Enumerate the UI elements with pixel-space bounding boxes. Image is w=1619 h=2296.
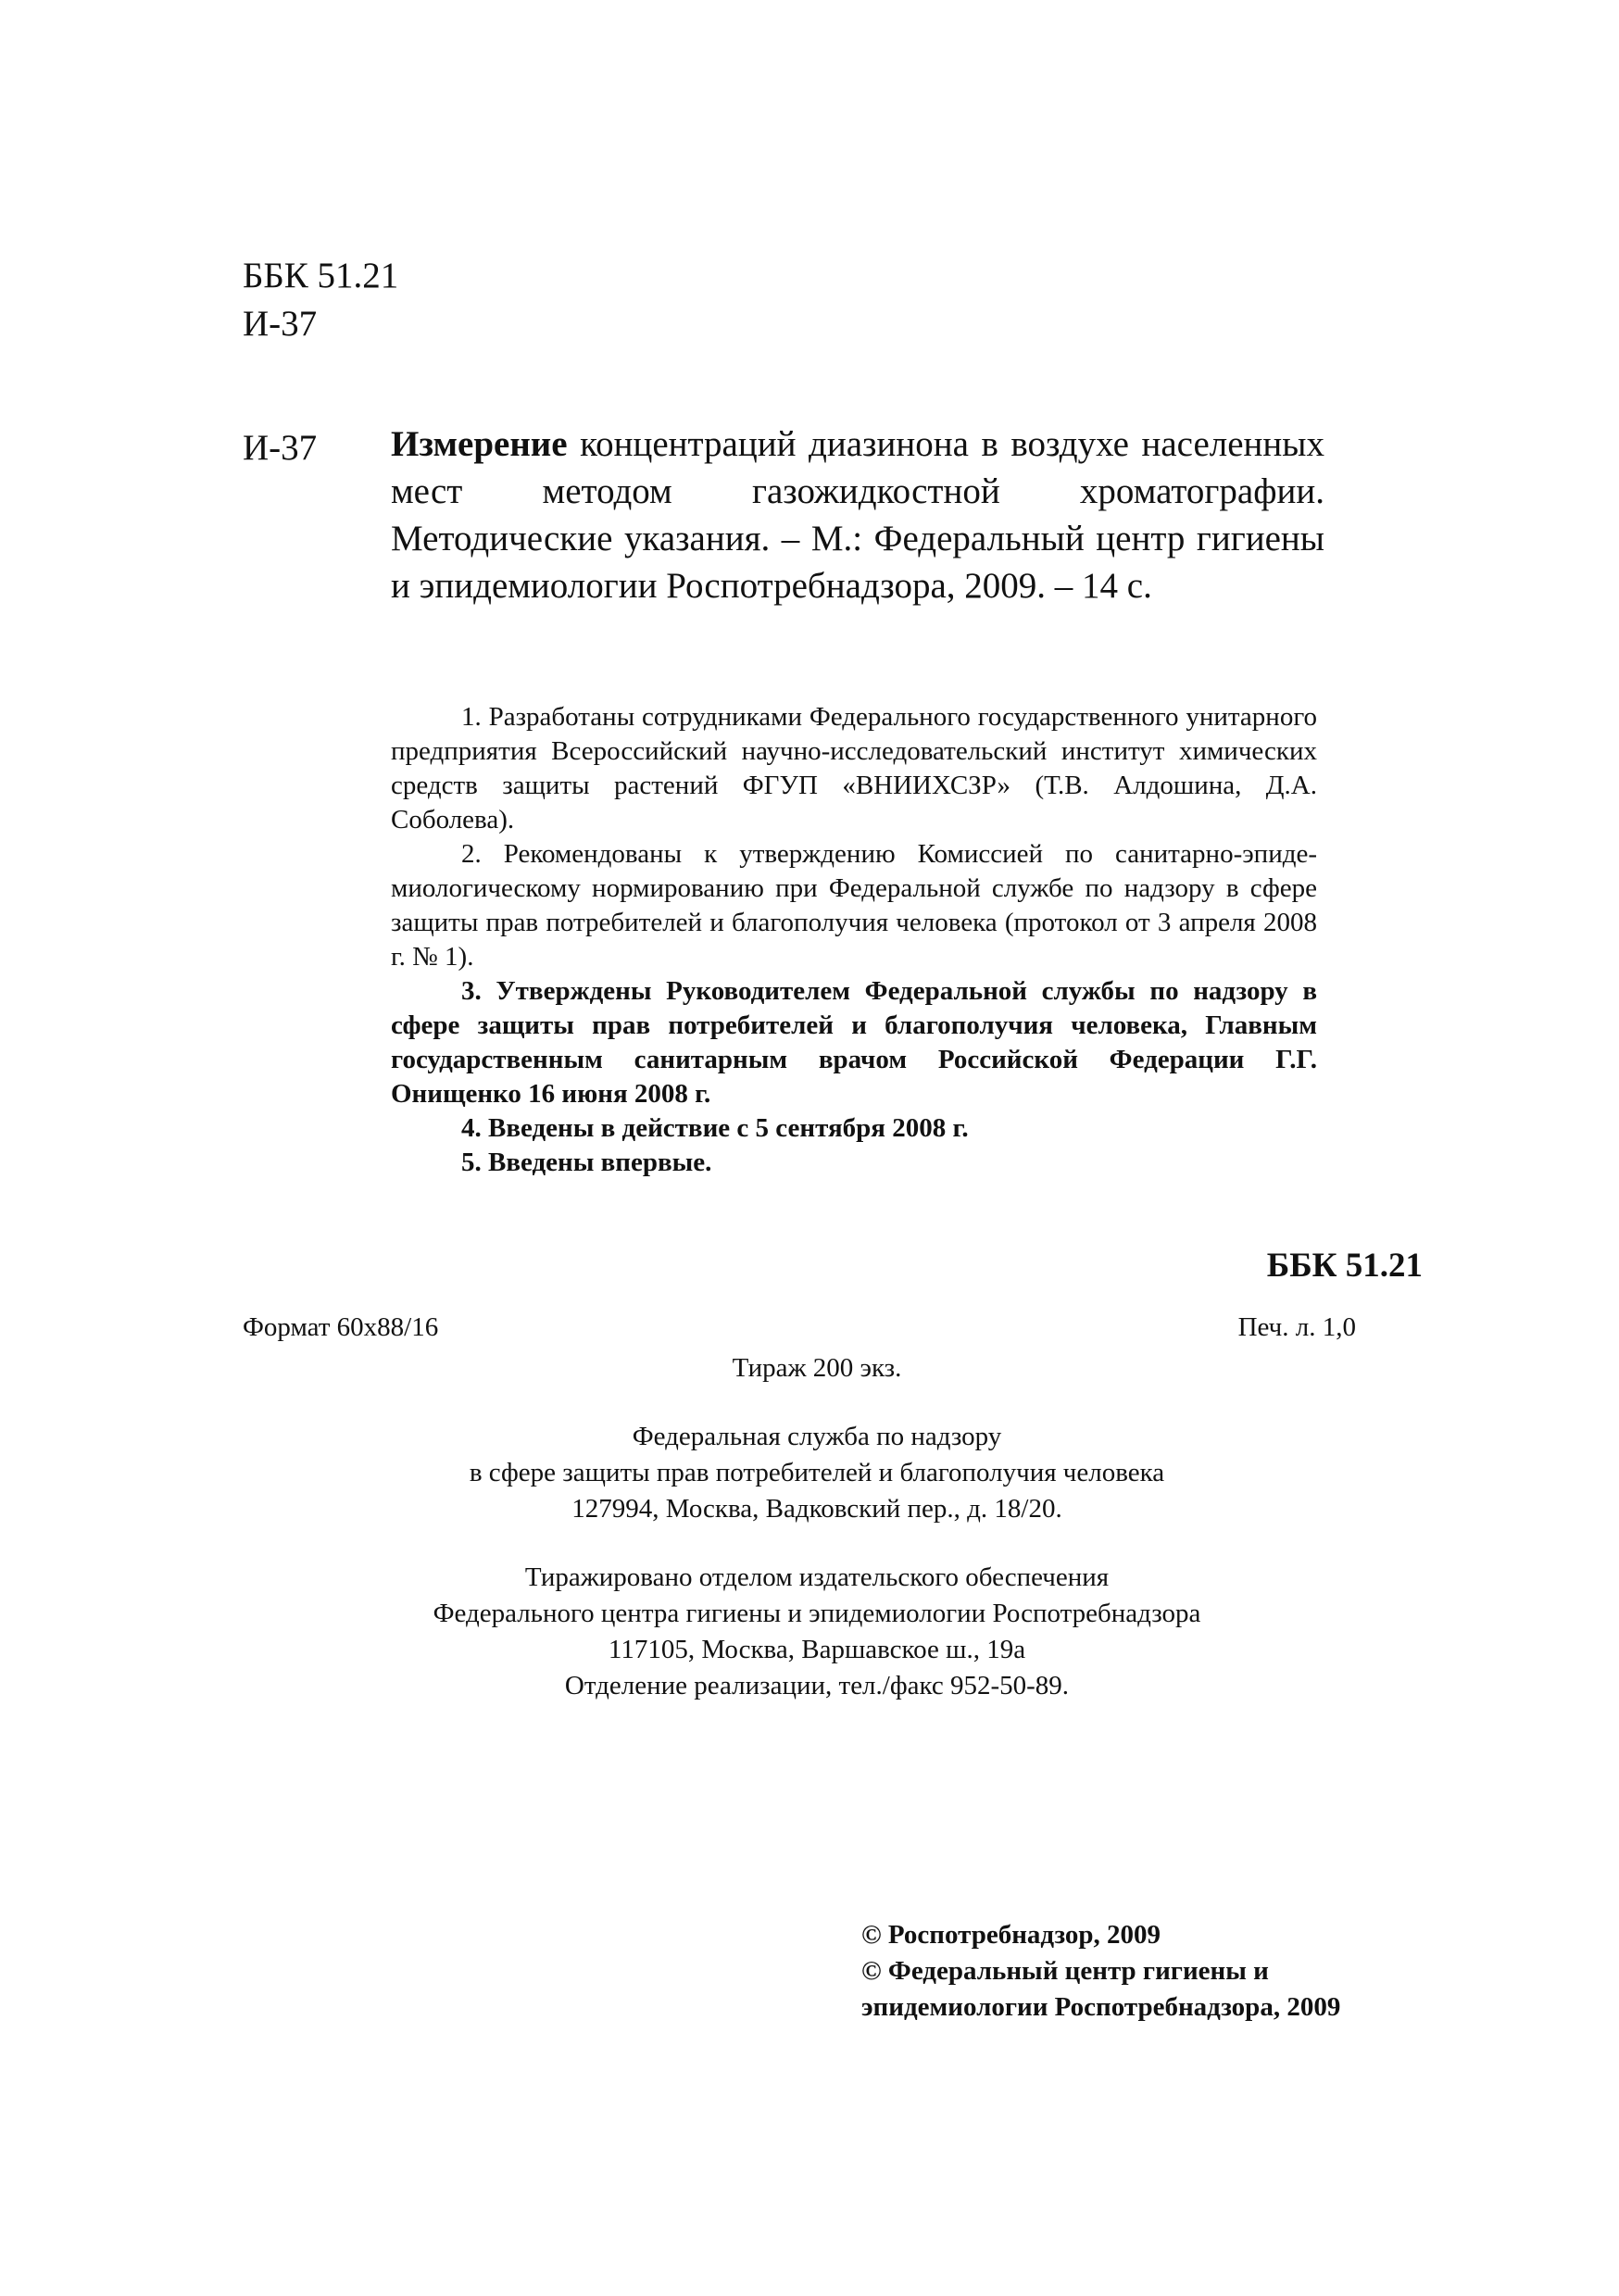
note-developers: 1. Разработаны сотрудниками Федерального государственного унитарного предприятия Всероссийский научно-исследовательский институт химических средств защиты растений ФГУП «ВНИИХСЗР» (Т.В. Алдошина, Д.А. Соболева). — [391, 702, 1317, 834]
publisher-block — [243, 1419, 1391, 1527]
sales-contact: Отделение реализации, тел./факс 952-50-89. — [564, 1671, 1070, 1700]
copyright-line: эпидемиологии Роспотребнадзора, 2009 — [861, 1992, 1341, 2022]
note-recommended: 2. Рекомендованы к утверждению Комиссией по санитарно-эпиде-миологическому нормированию при Федеральной службе по надзору в сфере защиты прав потребителей и благополучия человека (протокол от 3 апреля 2008 г. № 1). — [391, 839, 1317, 972]
entry-description: концентраций диазинона в воздухе населенных мест методом газожидкостной хроматографии. Методические указания. – М.: Федеральный центр гигиены и эпидемиологии Роспотребнадзора, 2009. – 14 с. — [391, 424, 1324, 606]
printer-address: 117105, Москва, Варшавское ш., 19а — [608, 1635, 1026, 1664]
author-sign: И-37 — [243, 304, 318, 344]
bbk-code: ББК 51.21 — [243, 256, 399, 295]
bbk-classification-block — [243, 252, 398, 348]
publication-notes — [391, 700, 1317, 1180]
note-first-edition: 5. Введены впервые. — [461, 1148, 712, 1177]
publisher-line: Федеральная служба по надзору — [632, 1422, 1002, 1451]
format-info: Формат 60x88/16 — [243, 1312, 439, 1342]
entry-lead-word: Измерение — [391, 424, 568, 464]
note-approved: 3. Утверждены Руководителем Федеральной службы по надзору в сфере защиты прав потребителей и благополучия человека, Главным государственным санитарным врачом Российской Федерации Г.Г. Онищенко 16 июня 2008 г. — [391, 976, 1317, 1109]
bibliographic-entry — [391, 420, 1324, 609]
copyright-block — [861, 1917, 1340, 2026]
printer-block — [243, 1560, 1391, 1704]
note-effective-date: 4. Введены в действие с 5 сентября 2008 г. — [461, 1113, 969, 1143]
printer-line: Федерального центра гигиены и эпидемиологии Роспотребнадзора — [433, 1599, 1201, 1628]
circulation-info: Тираж 200 экз. — [732, 1353, 902, 1383]
entry-index: И-37 — [243, 428, 318, 468]
publisher-line: в сфере защиты прав потребителей и благополучия человека — [469, 1458, 1165, 1487]
printer-line: Тиражировано отделом издательского обеспечения — [524, 1562, 1110, 1592]
copyright-line: © Роспотребнадзор, 2009 — [861, 1920, 1161, 1950]
bbk-code-right: ББК 51.21 — [1266, 1247, 1423, 1285]
copyright-line: © Федеральный центр гигиены и — [861, 1956, 1269, 1986]
print-sheets-info: Печ. л. 1,0 — [1237, 1312, 1356, 1342]
publisher-address: 127994, Москва, Вадковский пер., д. 18/20. — [571, 1494, 1062, 1524]
